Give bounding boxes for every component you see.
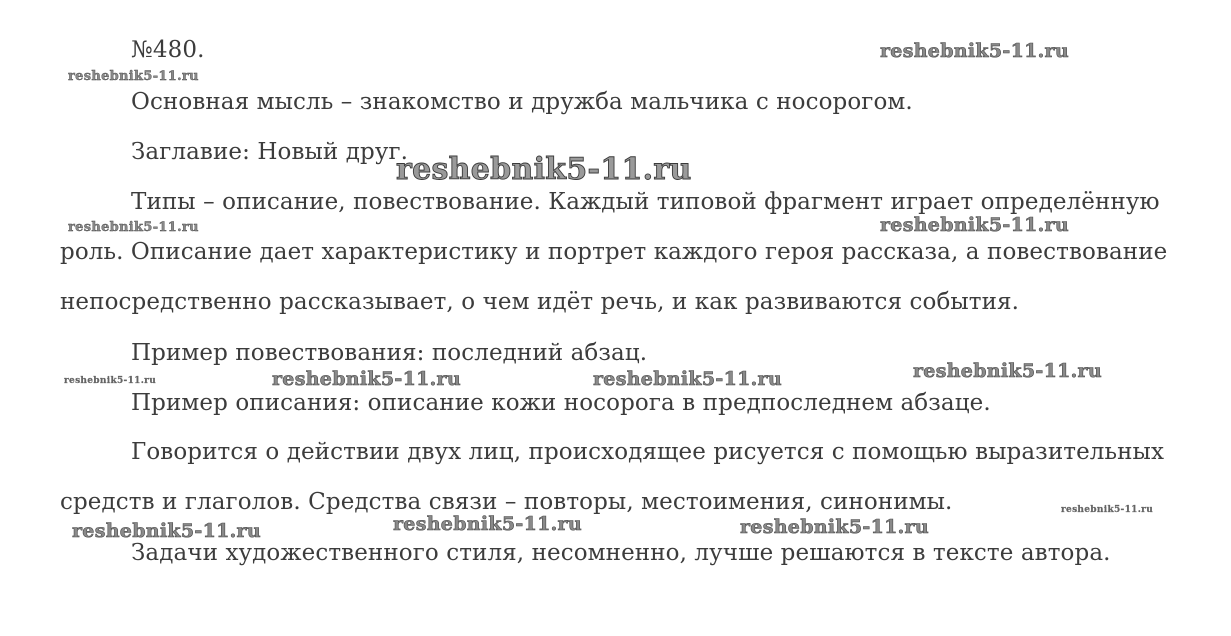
text-line-action-1: Говорится о действии двух лиц, происходящее рисуется с помощью выразительных [131, 439, 1165, 465]
watermark: reshebnik5-11.ru [68, 69, 199, 84]
watermark: reshebnik5-11.ru [1061, 505, 1154, 515]
watermark: reshebnik5-11.ru [880, 214, 1069, 236]
text-line-main-idea: Основная мысль – знакомство и дружба мальчика с носорогом. [131, 89, 913, 115]
text-line-style: Задачи художественного стиля, несомненно, лучше решаются в тексте автора. [131, 540, 1111, 566]
text-line-action-2: средств и глаголов. Средства связи – повторы, местоимения, синонимы. [60, 489, 953, 515]
task-number: №480. [131, 37, 205, 63]
text-line-types-2: роль. Описание дает характеристику и портрет каждого героя рассказа, а повествование [60, 239, 1168, 265]
watermark: reshebnik5-11.ru [593, 368, 782, 390]
watermark: reshebnik5-11.ru [396, 152, 692, 187]
text-line-types-1: Типы – описание, повествование. Каждый типовой фрагмент играет определённую [131, 189, 1160, 215]
watermark: reshebnik5-11.ru [272, 368, 461, 390]
watermark: reshebnik5-11.ru [68, 220, 199, 235]
watermark: reshebnik5-11.ru [72, 520, 261, 542]
text-line-description-example: Пример описания: описание кожи носорога в предпоследнем абзаце. [131, 390, 991, 416]
watermark: reshebnik5-11.ru [880, 40, 1069, 62]
watermark: reshebnik5-11.ru [913, 360, 1102, 382]
watermark: reshebnik5-11.ru [393, 513, 582, 535]
text-line-types-3: непосредственно рассказывает, о чем идёт речь, и как развиваются события. [60, 289, 1020, 315]
watermark: reshebnik5-11.ru [64, 376, 157, 386]
text-line-title: Заглавие: Новый друг. [131, 139, 409, 165]
text-line-narration-example: Пример повествования: последний абзац. [131, 340, 648, 366]
watermark: reshebnik5-11.ru [740, 516, 929, 538]
